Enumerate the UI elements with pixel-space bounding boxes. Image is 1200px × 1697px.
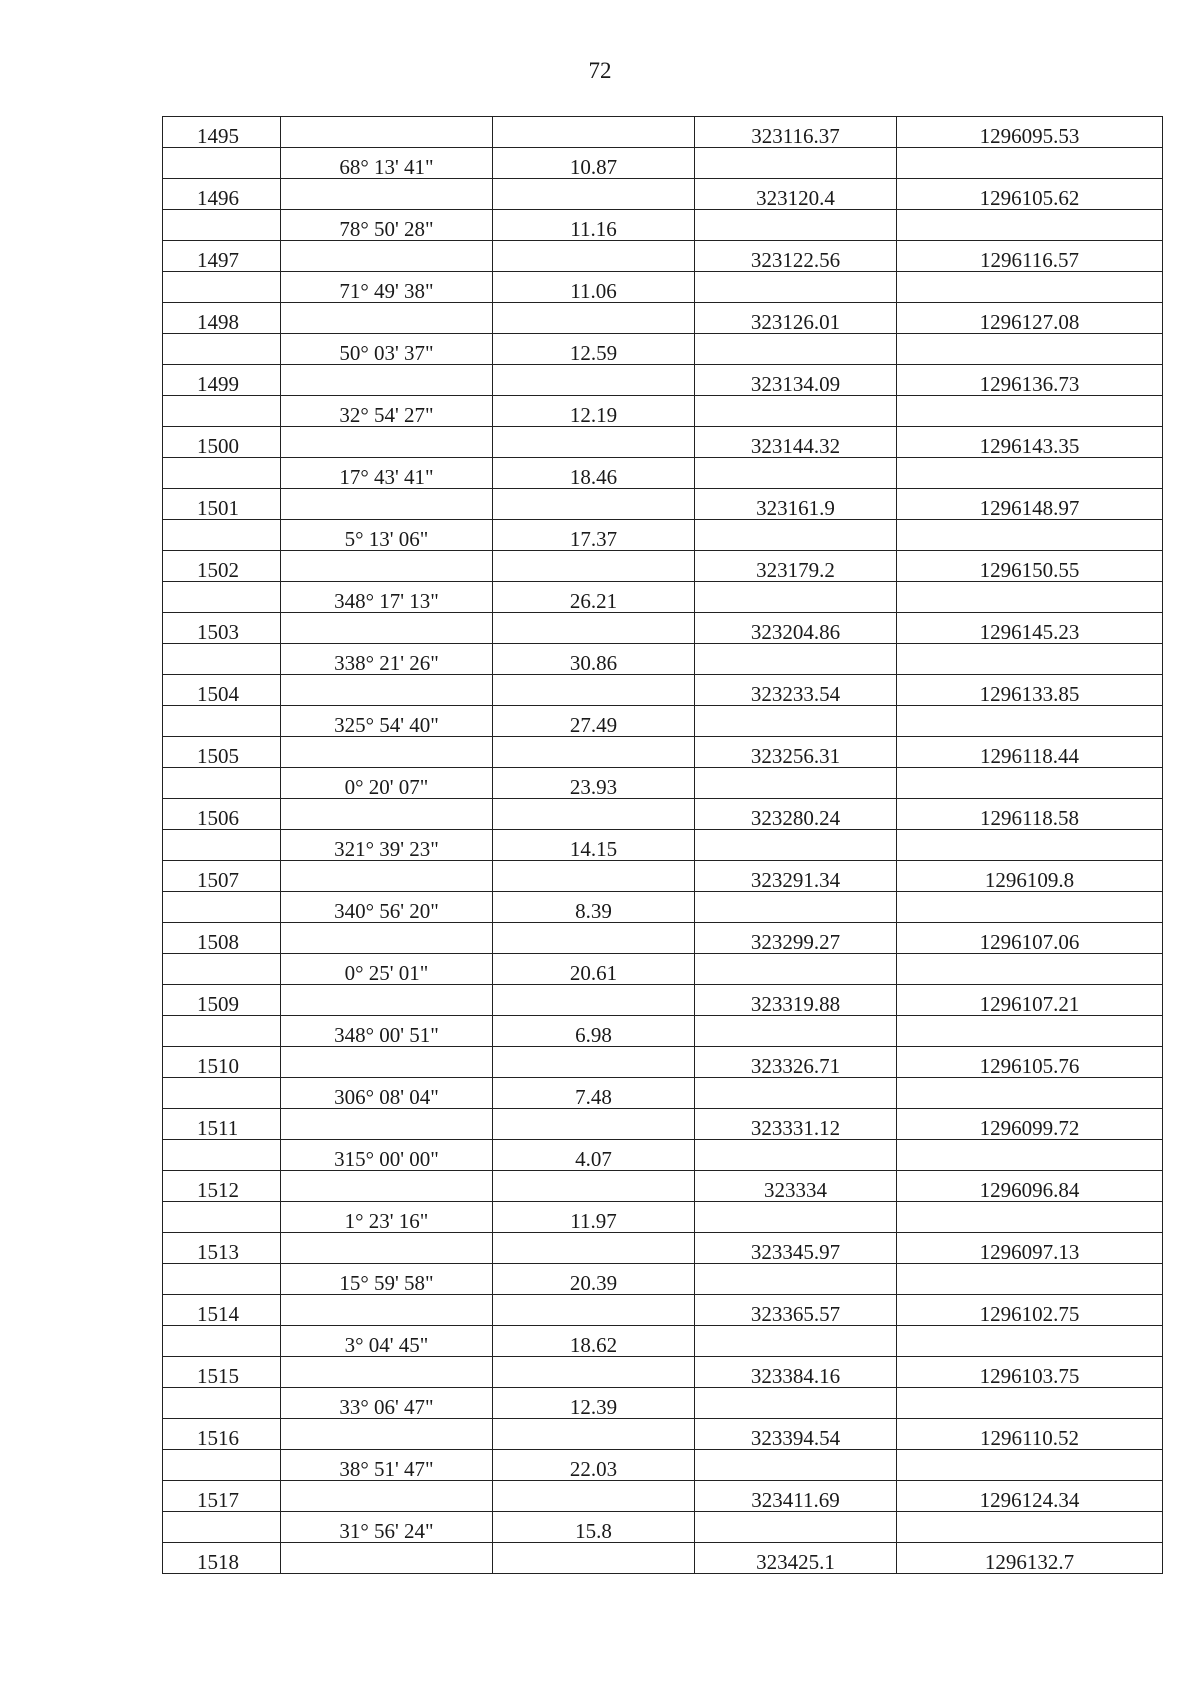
table-row-bearing bbox=[163, 1512, 1163, 1543]
table-row-point bbox=[163, 675, 1163, 706]
distance-cell: 6.98 bbox=[493, 1016, 695, 1047]
station-cell: 1518 bbox=[163, 1543, 281, 1574]
northing-cell bbox=[695, 1264, 897, 1295]
bearing-cell bbox=[281, 1543, 493, 1574]
distance-cell: 20.39 bbox=[493, 1264, 695, 1295]
northing-cell bbox=[695, 334, 897, 365]
easting-cell bbox=[897, 644, 1163, 675]
bearing-cell bbox=[281, 1171, 493, 1202]
easting-cell bbox=[897, 1512, 1163, 1543]
bearing-cell: 315° 00' 00" bbox=[281, 1140, 493, 1171]
station-cell bbox=[163, 148, 281, 179]
station-cell bbox=[163, 644, 281, 675]
table-row-point bbox=[163, 303, 1163, 334]
easting-cell: 1296105.62 bbox=[897, 179, 1163, 210]
distance-cell: 12.19 bbox=[493, 396, 695, 427]
station-cell: 1505 bbox=[163, 737, 281, 768]
easting-cell: 1296107.06 bbox=[897, 923, 1163, 954]
table-row-point bbox=[163, 1109, 1163, 1140]
table-row-bearing bbox=[163, 520, 1163, 551]
easting-cell bbox=[897, 830, 1163, 861]
station-cell: 1500 bbox=[163, 427, 281, 458]
bearing-cell: 340° 56' 20" bbox=[281, 892, 493, 923]
table-row-point bbox=[163, 861, 1163, 892]
distance-cell: 20.61 bbox=[493, 954, 695, 985]
easting-cell bbox=[897, 148, 1163, 179]
northing-cell: 323122.56 bbox=[695, 241, 897, 272]
northing-cell bbox=[695, 1326, 897, 1357]
bearing-cell: 0° 25' 01" bbox=[281, 954, 493, 985]
bearing-cell: 0° 20' 07" bbox=[281, 768, 493, 799]
northing-cell: 323326.71 bbox=[695, 1047, 897, 1078]
distance-cell: 11.06 bbox=[493, 272, 695, 303]
easting-cell: 1296132.7 bbox=[897, 1543, 1163, 1574]
station-cell: 1501 bbox=[163, 489, 281, 520]
easting-cell bbox=[897, 272, 1163, 303]
station-cell: 1495 bbox=[163, 117, 281, 148]
station-cell bbox=[163, 1450, 281, 1481]
easting-cell bbox=[897, 1078, 1163, 1109]
distance-cell: 11.16 bbox=[493, 210, 695, 241]
station-cell bbox=[163, 582, 281, 613]
easting-cell bbox=[897, 520, 1163, 551]
bearing-cell bbox=[281, 799, 493, 830]
easting-cell bbox=[897, 954, 1163, 985]
northing-cell: 323411.69 bbox=[695, 1481, 897, 1512]
distance-cell: 30.86 bbox=[493, 644, 695, 675]
distance-cell: 12.59 bbox=[493, 334, 695, 365]
table-row-bearing bbox=[163, 396, 1163, 427]
station-cell: 1497 bbox=[163, 241, 281, 272]
bearing-cell bbox=[281, 861, 493, 892]
bearing-cell: 31° 56' 24" bbox=[281, 1512, 493, 1543]
easting-cell bbox=[897, 706, 1163, 737]
distance-cell: 23.93 bbox=[493, 768, 695, 799]
table-row-bearing bbox=[163, 458, 1163, 489]
station-cell: 1499 bbox=[163, 365, 281, 396]
northing-cell: 323365.57 bbox=[695, 1295, 897, 1326]
station-cell bbox=[163, 1016, 281, 1047]
bearing-cell: 71° 49' 38" bbox=[281, 272, 493, 303]
station-cell bbox=[163, 1078, 281, 1109]
easting-cell bbox=[897, 892, 1163, 923]
distance-cell bbox=[493, 1481, 695, 1512]
bearing-cell bbox=[281, 1481, 493, 1512]
table-row-bearing bbox=[163, 1450, 1163, 1481]
northing-cell bbox=[695, 1450, 897, 1481]
table-row-point bbox=[163, 799, 1163, 830]
northing-cell bbox=[695, 1016, 897, 1047]
station-cell: 1512 bbox=[163, 1171, 281, 1202]
northing-cell: 323120.4 bbox=[695, 179, 897, 210]
bearing-cell bbox=[281, 365, 493, 396]
easting-cell: 1296150.55 bbox=[897, 551, 1163, 582]
table-row-point bbox=[163, 551, 1163, 582]
distance-cell: 18.62 bbox=[493, 1326, 695, 1357]
table-row-bearing bbox=[163, 210, 1163, 241]
northing-cell bbox=[695, 1388, 897, 1419]
table-row-bearing bbox=[163, 1388, 1163, 1419]
station-cell bbox=[163, 1264, 281, 1295]
bearing-cell bbox=[281, 427, 493, 458]
northing-cell: 323116.37 bbox=[695, 117, 897, 148]
table-row-bearing bbox=[163, 1016, 1163, 1047]
distance-cell bbox=[493, 1295, 695, 1326]
northing-cell bbox=[695, 830, 897, 861]
station-cell bbox=[163, 458, 281, 489]
northing-cell bbox=[695, 768, 897, 799]
northing-cell: 323291.34 bbox=[695, 861, 897, 892]
bearing-cell bbox=[281, 1047, 493, 1078]
table-row-bearing bbox=[163, 1326, 1163, 1357]
northing-cell: 323280.24 bbox=[695, 799, 897, 830]
easting-cell bbox=[897, 1016, 1163, 1047]
station-cell bbox=[163, 706, 281, 737]
northing-cell bbox=[695, 148, 897, 179]
table-row-bearing bbox=[163, 706, 1163, 737]
bearing-cell: 325° 54' 40" bbox=[281, 706, 493, 737]
bearing-cell bbox=[281, 613, 493, 644]
bearing-cell bbox=[281, 1357, 493, 1388]
easting-cell: 1296095.53 bbox=[897, 117, 1163, 148]
table-row-bearing bbox=[163, 582, 1163, 613]
bearing-cell: 321° 39' 23" bbox=[281, 830, 493, 861]
table-row-point bbox=[163, 1543, 1163, 1574]
bearing-cell bbox=[281, 117, 493, 148]
table-row-bearing bbox=[163, 1078, 1163, 1109]
easting-cell bbox=[897, 1450, 1163, 1481]
distance-cell bbox=[493, 427, 695, 458]
station-cell bbox=[163, 396, 281, 427]
distance-cell: 17.37 bbox=[493, 520, 695, 551]
distance-cell bbox=[493, 241, 695, 272]
station-cell: 1502 bbox=[163, 551, 281, 582]
northing-cell: 323179.2 bbox=[695, 551, 897, 582]
easting-cell: 1296118.58 bbox=[897, 799, 1163, 830]
table-row-bearing bbox=[163, 148, 1163, 179]
easting-cell bbox=[897, 582, 1163, 613]
distance-cell bbox=[493, 675, 695, 706]
distance-cell bbox=[493, 365, 695, 396]
station-cell bbox=[163, 1326, 281, 1357]
easting-cell: 1296116.57 bbox=[897, 241, 1163, 272]
page-number: 72 bbox=[588, 58, 612, 83]
bearing-cell: 68° 13' 41" bbox=[281, 148, 493, 179]
bearing-cell bbox=[281, 303, 493, 334]
distance-cell bbox=[493, 1047, 695, 1078]
bearing-cell: 3° 04' 45" bbox=[281, 1326, 493, 1357]
table-row-bearing bbox=[163, 830, 1163, 861]
table-row-bearing bbox=[163, 1264, 1163, 1295]
station-cell: 1498 bbox=[163, 303, 281, 334]
northing-cell: 323161.9 bbox=[695, 489, 897, 520]
distance-cell: 27.49 bbox=[493, 706, 695, 737]
northing-cell bbox=[695, 892, 897, 923]
station-cell: 1508 bbox=[163, 923, 281, 954]
station-cell bbox=[163, 210, 281, 241]
distance-cell bbox=[493, 799, 695, 830]
bearing-cell: 38° 51' 47" bbox=[281, 1450, 493, 1481]
bearing-cell: 5° 13' 06" bbox=[281, 520, 493, 551]
distance-cell bbox=[493, 1171, 695, 1202]
easting-cell: 1296103.75 bbox=[897, 1357, 1163, 1388]
distance-cell: 10.87 bbox=[493, 148, 695, 179]
station-cell bbox=[163, 272, 281, 303]
bearing-cell bbox=[281, 675, 493, 706]
northing-cell bbox=[695, 706, 897, 737]
bearing-cell: 78° 50' 28" bbox=[281, 210, 493, 241]
station-cell: 1503 bbox=[163, 613, 281, 644]
table-row-bearing bbox=[163, 1202, 1163, 1233]
station-cell: 1513 bbox=[163, 1233, 281, 1264]
station-cell bbox=[163, 1388, 281, 1419]
table-row-point bbox=[163, 1481, 1163, 1512]
station-cell bbox=[163, 1202, 281, 1233]
easting-cell bbox=[897, 1140, 1163, 1171]
bearing-cell bbox=[281, 179, 493, 210]
easting-cell bbox=[897, 396, 1163, 427]
table-row-point bbox=[163, 985, 1163, 1016]
easting-cell: 1296143.35 bbox=[897, 427, 1163, 458]
easting-cell: 1296109.8 bbox=[897, 861, 1163, 892]
bearing-cell bbox=[281, 1295, 493, 1326]
northing-cell bbox=[695, 458, 897, 489]
distance-cell bbox=[493, 117, 695, 148]
easting-cell: 1296148.97 bbox=[897, 489, 1163, 520]
bearing-cell bbox=[281, 241, 493, 272]
northing-cell bbox=[695, 1078, 897, 1109]
bearing-cell bbox=[281, 1109, 493, 1140]
northing-cell bbox=[695, 396, 897, 427]
easting-cell: 1296105.76 bbox=[897, 1047, 1163, 1078]
distance-cell bbox=[493, 1419, 695, 1450]
table-row-point bbox=[163, 365, 1163, 396]
bearing-cell: 338° 21' 26" bbox=[281, 644, 493, 675]
distance-cell: 12.39 bbox=[493, 1388, 695, 1419]
easting-cell bbox=[897, 1202, 1163, 1233]
table-row-point bbox=[163, 427, 1163, 458]
station-cell bbox=[163, 520, 281, 551]
table-row-point bbox=[163, 489, 1163, 520]
northing-cell bbox=[695, 520, 897, 551]
easting-cell: 1296097.13 bbox=[897, 1233, 1163, 1264]
northing-cell: 323394.54 bbox=[695, 1419, 897, 1450]
northing-cell bbox=[695, 1202, 897, 1233]
distance-cell bbox=[493, 737, 695, 768]
station-cell: 1504 bbox=[163, 675, 281, 706]
table-row-bearing bbox=[163, 954, 1163, 985]
table-row-bearing bbox=[163, 334, 1163, 365]
northing-cell: 323331.12 bbox=[695, 1109, 897, 1140]
table-row-point bbox=[163, 1233, 1163, 1264]
bearing-cell: 33° 06' 47" bbox=[281, 1388, 493, 1419]
northing-cell bbox=[695, 210, 897, 241]
station-cell: 1496 bbox=[163, 179, 281, 210]
distance-cell bbox=[493, 923, 695, 954]
station-cell bbox=[163, 768, 281, 799]
distance-cell bbox=[493, 1233, 695, 1264]
easting-cell: 1296099.72 bbox=[897, 1109, 1163, 1140]
northing-cell: 323384.16 bbox=[695, 1357, 897, 1388]
northing-cell: 323204.86 bbox=[695, 613, 897, 644]
table-row-point bbox=[163, 737, 1163, 768]
station-cell bbox=[163, 892, 281, 923]
northing-cell bbox=[695, 582, 897, 613]
northing-cell bbox=[695, 1140, 897, 1171]
station-cell bbox=[163, 954, 281, 985]
table-row-point bbox=[163, 613, 1163, 644]
bearing-cell bbox=[281, 985, 493, 1016]
easting-cell bbox=[897, 1264, 1163, 1295]
distance-cell bbox=[493, 1543, 695, 1574]
northing-cell: 323144.32 bbox=[695, 427, 897, 458]
station-cell: 1509 bbox=[163, 985, 281, 1016]
bearing-cell: 348° 00' 51" bbox=[281, 1016, 493, 1047]
station-cell: 1511 bbox=[163, 1109, 281, 1140]
northing-cell bbox=[695, 1512, 897, 1543]
distance-cell bbox=[493, 303, 695, 334]
station-cell bbox=[163, 830, 281, 861]
northing-cell: 323233.54 bbox=[695, 675, 897, 706]
distance-cell bbox=[493, 1357, 695, 1388]
northing-cell: 323256.31 bbox=[695, 737, 897, 768]
easting-cell: 1296145.23 bbox=[897, 613, 1163, 644]
distance-cell: 22.03 bbox=[493, 1450, 695, 1481]
northing-cell: 323345.97 bbox=[695, 1233, 897, 1264]
distance-cell: 8.39 bbox=[493, 892, 695, 923]
table-row-point bbox=[163, 179, 1163, 210]
easting-cell: 1296110.52 bbox=[897, 1419, 1163, 1450]
table-row-bearing bbox=[163, 1140, 1163, 1171]
bearing-cell: 32° 54' 27" bbox=[281, 396, 493, 427]
northing-cell: 323299.27 bbox=[695, 923, 897, 954]
table-row-point bbox=[163, 1047, 1163, 1078]
easting-cell: 1296133.85 bbox=[897, 675, 1163, 706]
distance-cell bbox=[493, 179, 695, 210]
bearing-cell: 1° 23' 16" bbox=[281, 1202, 493, 1233]
easting-cell: 1296124.34 bbox=[897, 1481, 1163, 1512]
table-row-bearing bbox=[163, 644, 1163, 675]
station-cell: 1510 bbox=[163, 1047, 281, 1078]
station-cell: 1506 bbox=[163, 799, 281, 830]
easting-cell: 1296127.08 bbox=[897, 303, 1163, 334]
station-cell: 1515 bbox=[163, 1357, 281, 1388]
northing-cell bbox=[695, 644, 897, 675]
bearing-cell: 306° 08' 04" bbox=[281, 1078, 493, 1109]
distance-cell: 7.48 bbox=[493, 1078, 695, 1109]
easting-cell bbox=[897, 1388, 1163, 1419]
bearing-cell: 17° 43' 41" bbox=[281, 458, 493, 489]
distance-cell: 11.97 bbox=[493, 1202, 695, 1233]
bearing-cell: 348° 17' 13" bbox=[281, 582, 493, 613]
easting-cell bbox=[897, 210, 1163, 241]
northing-cell bbox=[695, 272, 897, 303]
northing-cell: 323425.1 bbox=[695, 1543, 897, 1574]
bearing-cell bbox=[281, 489, 493, 520]
station-cell: 1514 bbox=[163, 1295, 281, 1326]
bearing-cell bbox=[281, 923, 493, 954]
distance-cell bbox=[493, 613, 695, 644]
distance-cell: 14.15 bbox=[493, 830, 695, 861]
survey-traverse-table bbox=[162, 116, 1163, 1574]
table-row-bearing bbox=[163, 892, 1163, 923]
northing-cell: 323134.09 bbox=[695, 365, 897, 396]
survey-table-body bbox=[163, 117, 1163, 1574]
station-cell: 1507 bbox=[163, 861, 281, 892]
bearing-cell bbox=[281, 1233, 493, 1264]
easting-cell bbox=[897, 768, 1163, 799]
station-cell: 1516 bbox=[163, 1419, 281, 1450]
bearing-cell bbox=[281, 551, 493, 582]
easting-cell bbox=[897, 1326, 1163, 1357]
station-cell bbox=[163, 1140, 281, 1171]
distance-cell: 18.46 bbox=[493, 458, 695, 489]
station-cell bbox=[163, 334, 281, 365]
easting-cell: 1296118.44 bbox=[897, 737, 1163, 768]
bearing-cell bbox=[281, 1419, 493, 1450]
table-row-point bbox=[163, 1295, 1163, 1326]
northing-cell: 323126.01 bbox=[695, 303, 897, 334]
northing-cell: 323319.88 bbox=[695, 985, 897, 1016]
distance-cell bbox=[493, 551, 695, 582]
distance-cell: 15.8 bbox=[493, 1512, 695, 1543]
easting-cell: 1296107.21 bbox=[897, 985, 1163, 1016]
easting-cell bbox=[897, 334, 1163, 365]
distance-cell: 26.21 bbox=[493, 582, 695, 613]
bearing-cell: 50° 03' 37" bbox=[281, 334, 493, 365]
easting-cell bbox=[897, 458, 1163, 489]
easting-cell: 1296102.75 bbox=[897, 1295, 1163, 1326]
easting-cell: 1296136.73 bbox=[897, 365, 1163, 396]
station-cell: 1517 bbox=[163, 1481, 281, 1512]
table-row-bearing bbox=[163, 768, 1163, 799]
distance-cell bbox=[493, 985, 695, 1016]
northing-cell bbox=[695, 954, 897, 985]
table-row-point bbox=[163, 241, 1163, 272]
northing-cell: 323334 bbox=[695, 1171, 897, 1202]
table-row-point bbox=[163, 117, 1163, 148]
table-row-point bbox=[163, 1357, 1163, 1388]
table-row-point bbox=[163, 923, 1163, 954]
distance-cell bbox=[493, 861, 695, 892]
easting-cell: 1296096.84 bbox=[897, 1171, 1163, 1202]
bearing-cell: 15° 59' 58" bbox=[281, 1264, 493, 1295]
distance-cell bbox=[493, 489, 695, 520]
table-row-point bbox=[163, 1171, 1163, 1202]
bearing-cell bbox=[281, 737, 493, 768]
table-row-point bbox=[163, 1419, 1163, 1450]
table-row-bearing bbox=[163, 272, 1163, 303]
station-cell bbox=[163, 1512, 281, 1543]
distance-cell: 4.07 bbox=[493, 1140, 695, 1171]
distance-cell bbox=[493, 1109, 695, 1140]
